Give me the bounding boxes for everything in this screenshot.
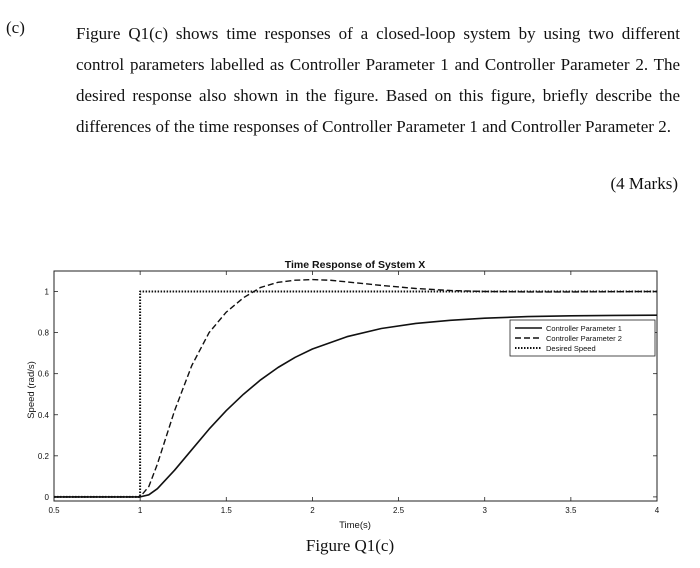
y-tick-label: 0.6 [37, 369, 49, 379]
question-label: (c) [6, 18, 25, 37]
figure-q1c-chart [0, 250, 700, 536]
legend-entry: Controller Parameter 2 [546, 334, 622, 343]
x-tick-label: 4 [654, 506, 660, 515]
chart-title: Time Response of System X [284, 259, 426, 271]
y-tick-label: 1 [44, 287, 49, 297]
legend-entry: Desired Speed [546, 344, 596, 353]
y-tick-label: 0.8 [37, 328, 49, 338]
question-text: Figure Q1(c) shows time responses of a closed-loop system by using two different control parameters labelled as Controller Parameter 1 and Controller Parameter 2. The desired response also shown in the figure. Based on this figure, briefly describe the differences of the time responses of Controller Parameter 1 and Controller Parameter 2. [76, 24, 680, 136]
marks-label: (4 Marks) [610, 174, 678, 193]
x-tick-label: 3 [482, 506, 487, 515]
plot-area [54, 271, 657, 501]
x-tick-label: 2 [310, 506, 315, 515]
figure-caption: Figure Q1(c) [305, 536, 395, 555]
x-tick-label: 2.5 [393, 506, 405, 515]
x-tick-label: 0.5 [48, 506, 60, 515]
legend-entry: Controller Parameter 1 [546, 324, 622, 333]
y-tick-label: 0.2 [37, 451, 49, 461]
y-tick-label: 0 [44, 492, 49, 502]
chart-legend [510, 320, 655, 356]
y-axis-label: Speed (rad/s) [26, 361, 37, 419]
x-axis-label: Time(s) [339, 520, 371, 531]
series-line-dashed [54, 280, 657, 497]
x-tick-label: 1.5 [220, 506, 232, 515]
x-tick-label: 1 [137, 506, 143, 515]
x-tick-label: 3.5 [565, 506, 577, 515]
series-layer [54, 280, 657, 497]
y-tick-label: 0.4 [37, 410, 49, 420]
